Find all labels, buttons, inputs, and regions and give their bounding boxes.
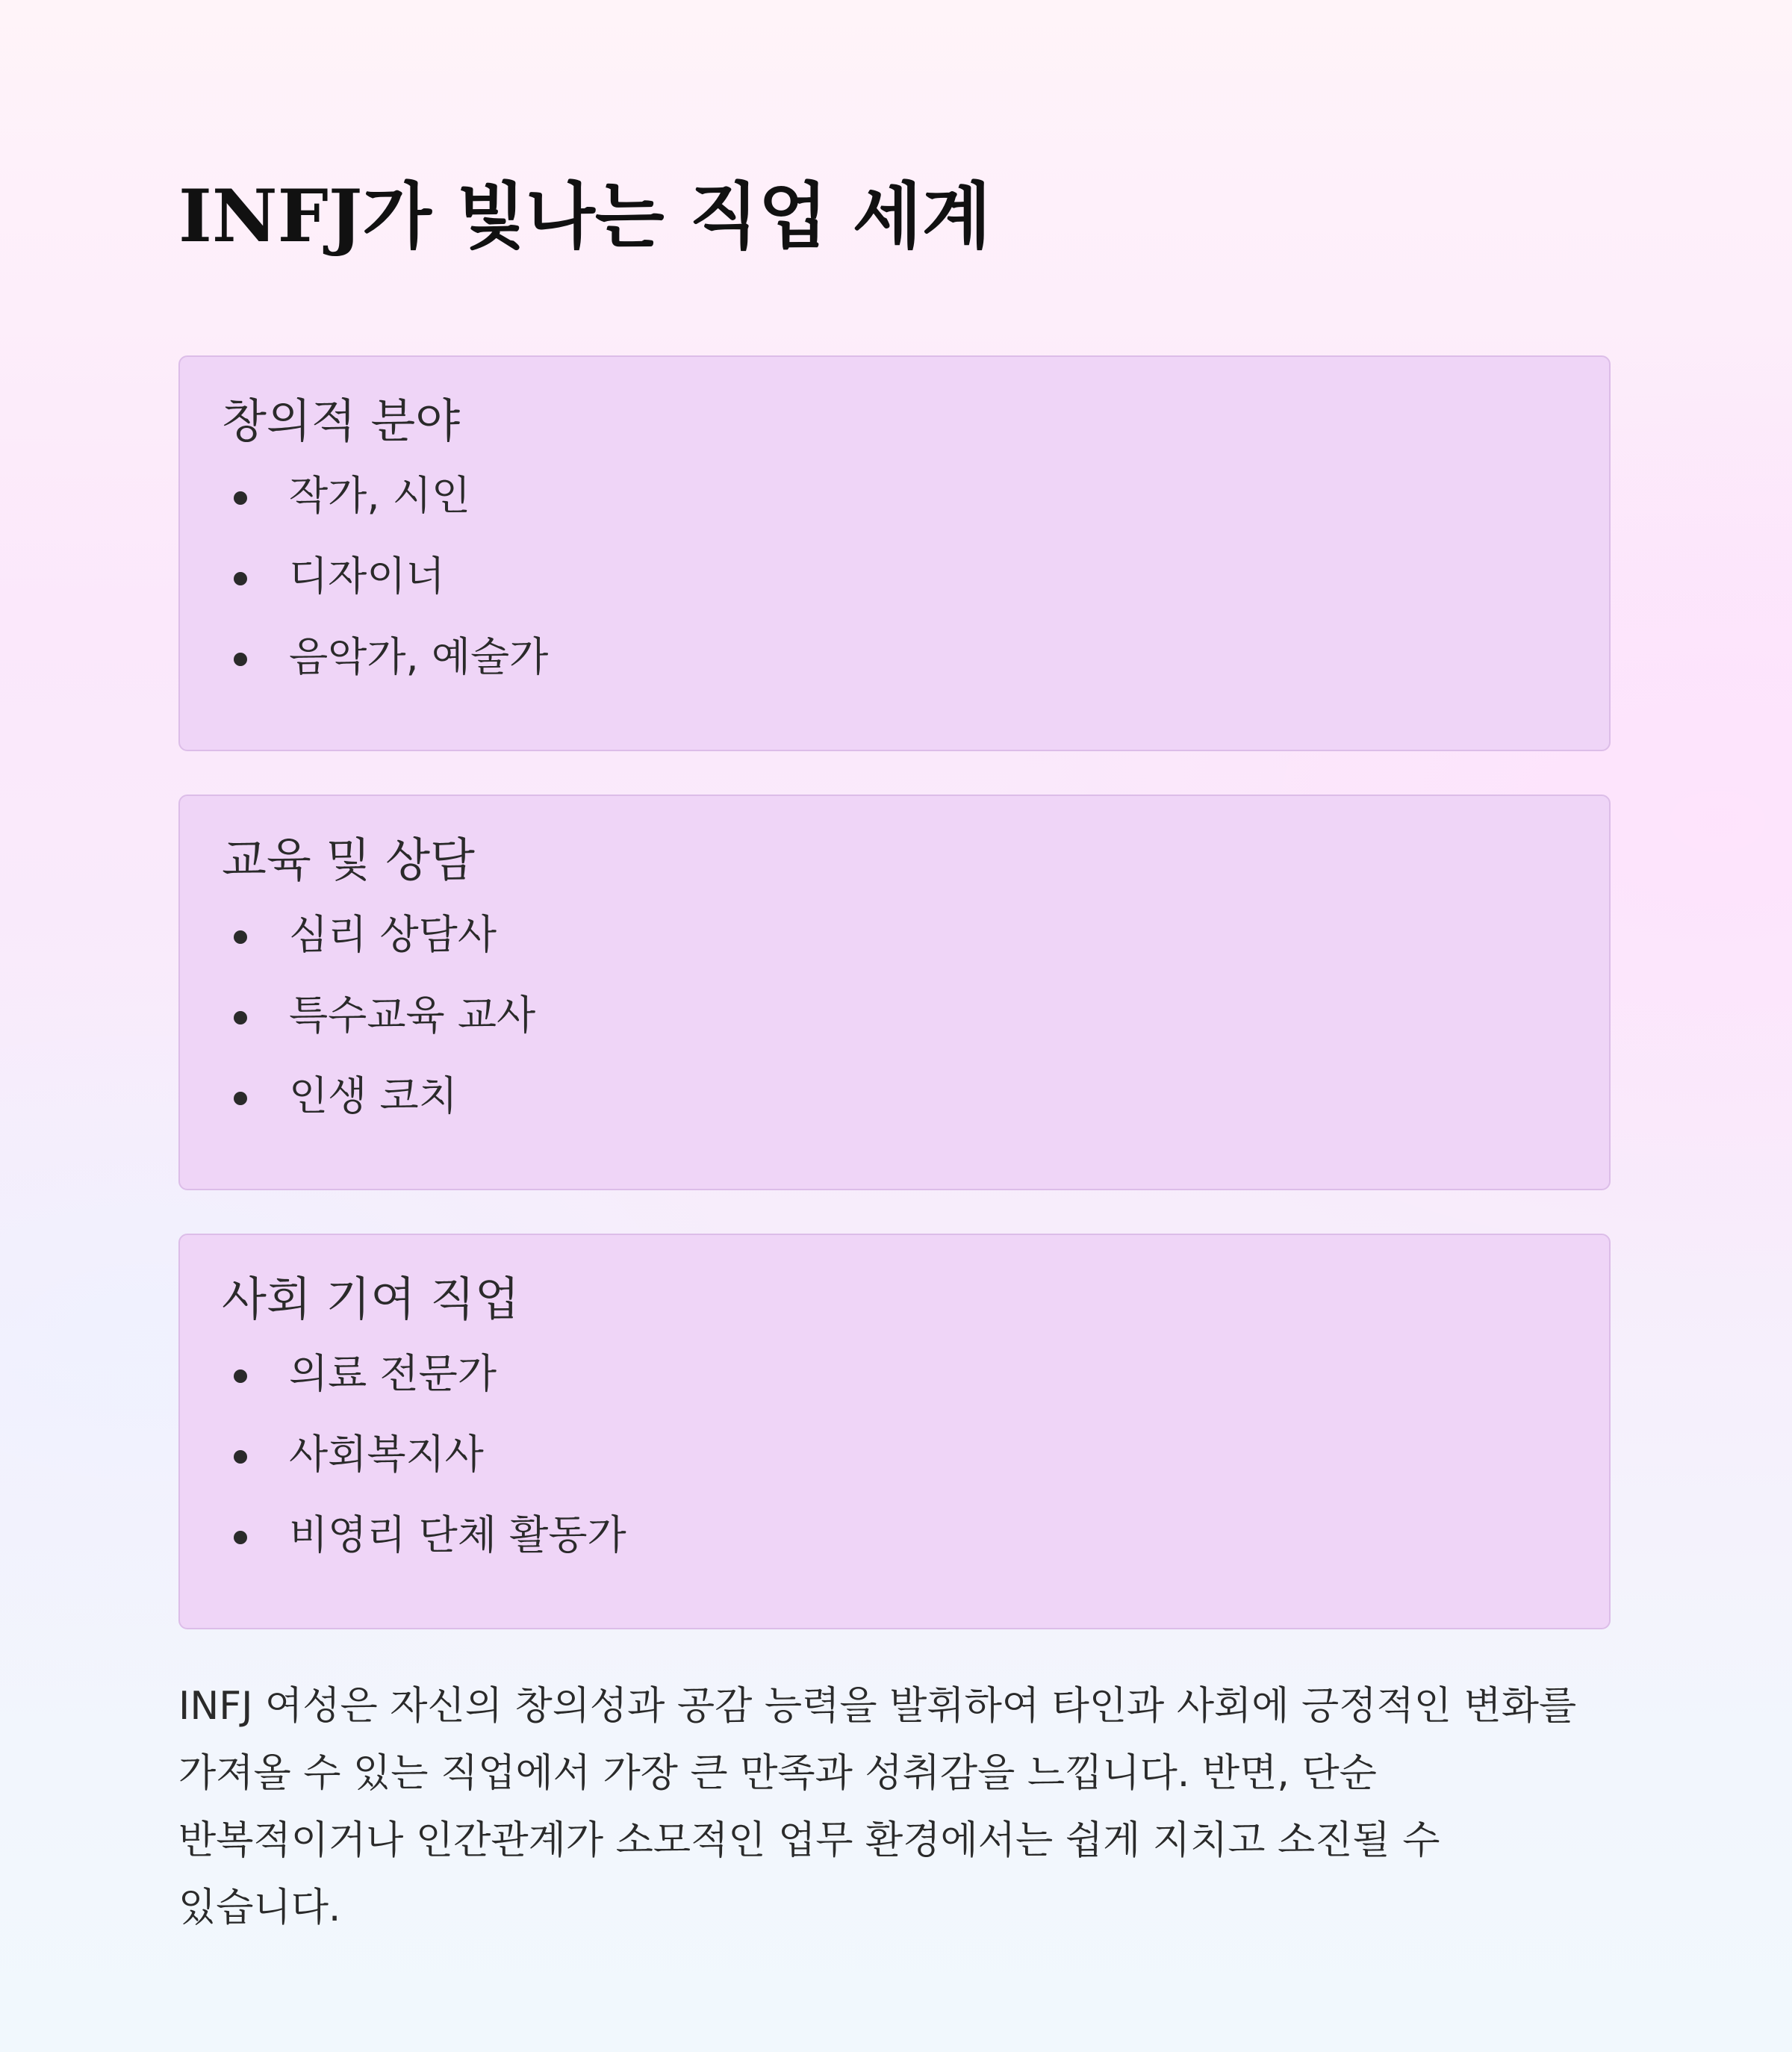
list-item-text: 사회복지사 bbox=[289, 1431, 484, 1478]
bullet-icon bbox=[234, 653, 247, 666]
list-item-text: 비영리 단체 활동가 bbox=[289, 1511, 626, 1558]
bullet-icon bbox=[234, 1531, 247, 1544]
section-card-social bbox=[178, 1234, 1611, 1629]
list-item-text: 음악가, 예술가 bbox=[289, 633, 549, 680]
section-heading: 교육 및 상담 bbox=[222, 833, 475, 887]
list-item-text: 작가, 시인 bbox=[289, 472, 470, 519]
bullet-icon bbox=[234, 572, 247, 585]
bullet-icon bbox=[234, 1369, 247, 1383]
section-heading: 창의적 분야 bbox=[222, 394, 461, 448]
section-heading: 사회 기여 직업 bbox=[222, 1272, 520, 1326]
list-item-text: 인생 코치 bbox=[289, 1072, 458, 1119]
bullet-icon bbox=[234, 1450, 247, 1464]
page-title: INFJ가 빛나는 직업 세계 bbox=[178, 174, 992, 258]
bullet-icon bbox=[234, 930, 247, 944]
section-card-creative bbox=[178, 355, 1611, 751]
list-item-text: 디자이너 bbox=[289, 553, 445, 600]
list-item-text: 심리 상담사 bbox=[289, 911, 497, 958]
list-item-text: 특수교육 교사 bbox=[289, 992, 536, 1039]
bullet-icon bbox=[234, 1011, 247, 1025]
bullet-icon bbox=[234, 1092, 247, 1105]
summary-paragraph: INFJ 여성은 자신의 창의성과 공감 능력을 발휘하여 타인과 사회에 긍정적인 변화를 가져올 수 있는 직업에서 가장 큰 만족과 성취감을 느낍니다. 반면, 단순 반복적이거나 인간관계가 소모적인 업무 환경에서는 쉽게 지치고 소진될 수 있습니다. bbox=[178, 1684, 1577, 1930]
list-item-text: 의료 전문가 bbox=[289, 1350, 497, 1397]
bullet-icon bbox=[234, 491, 247, 505]
section-card-education bbox=[178, 795, 1611, 1190]
